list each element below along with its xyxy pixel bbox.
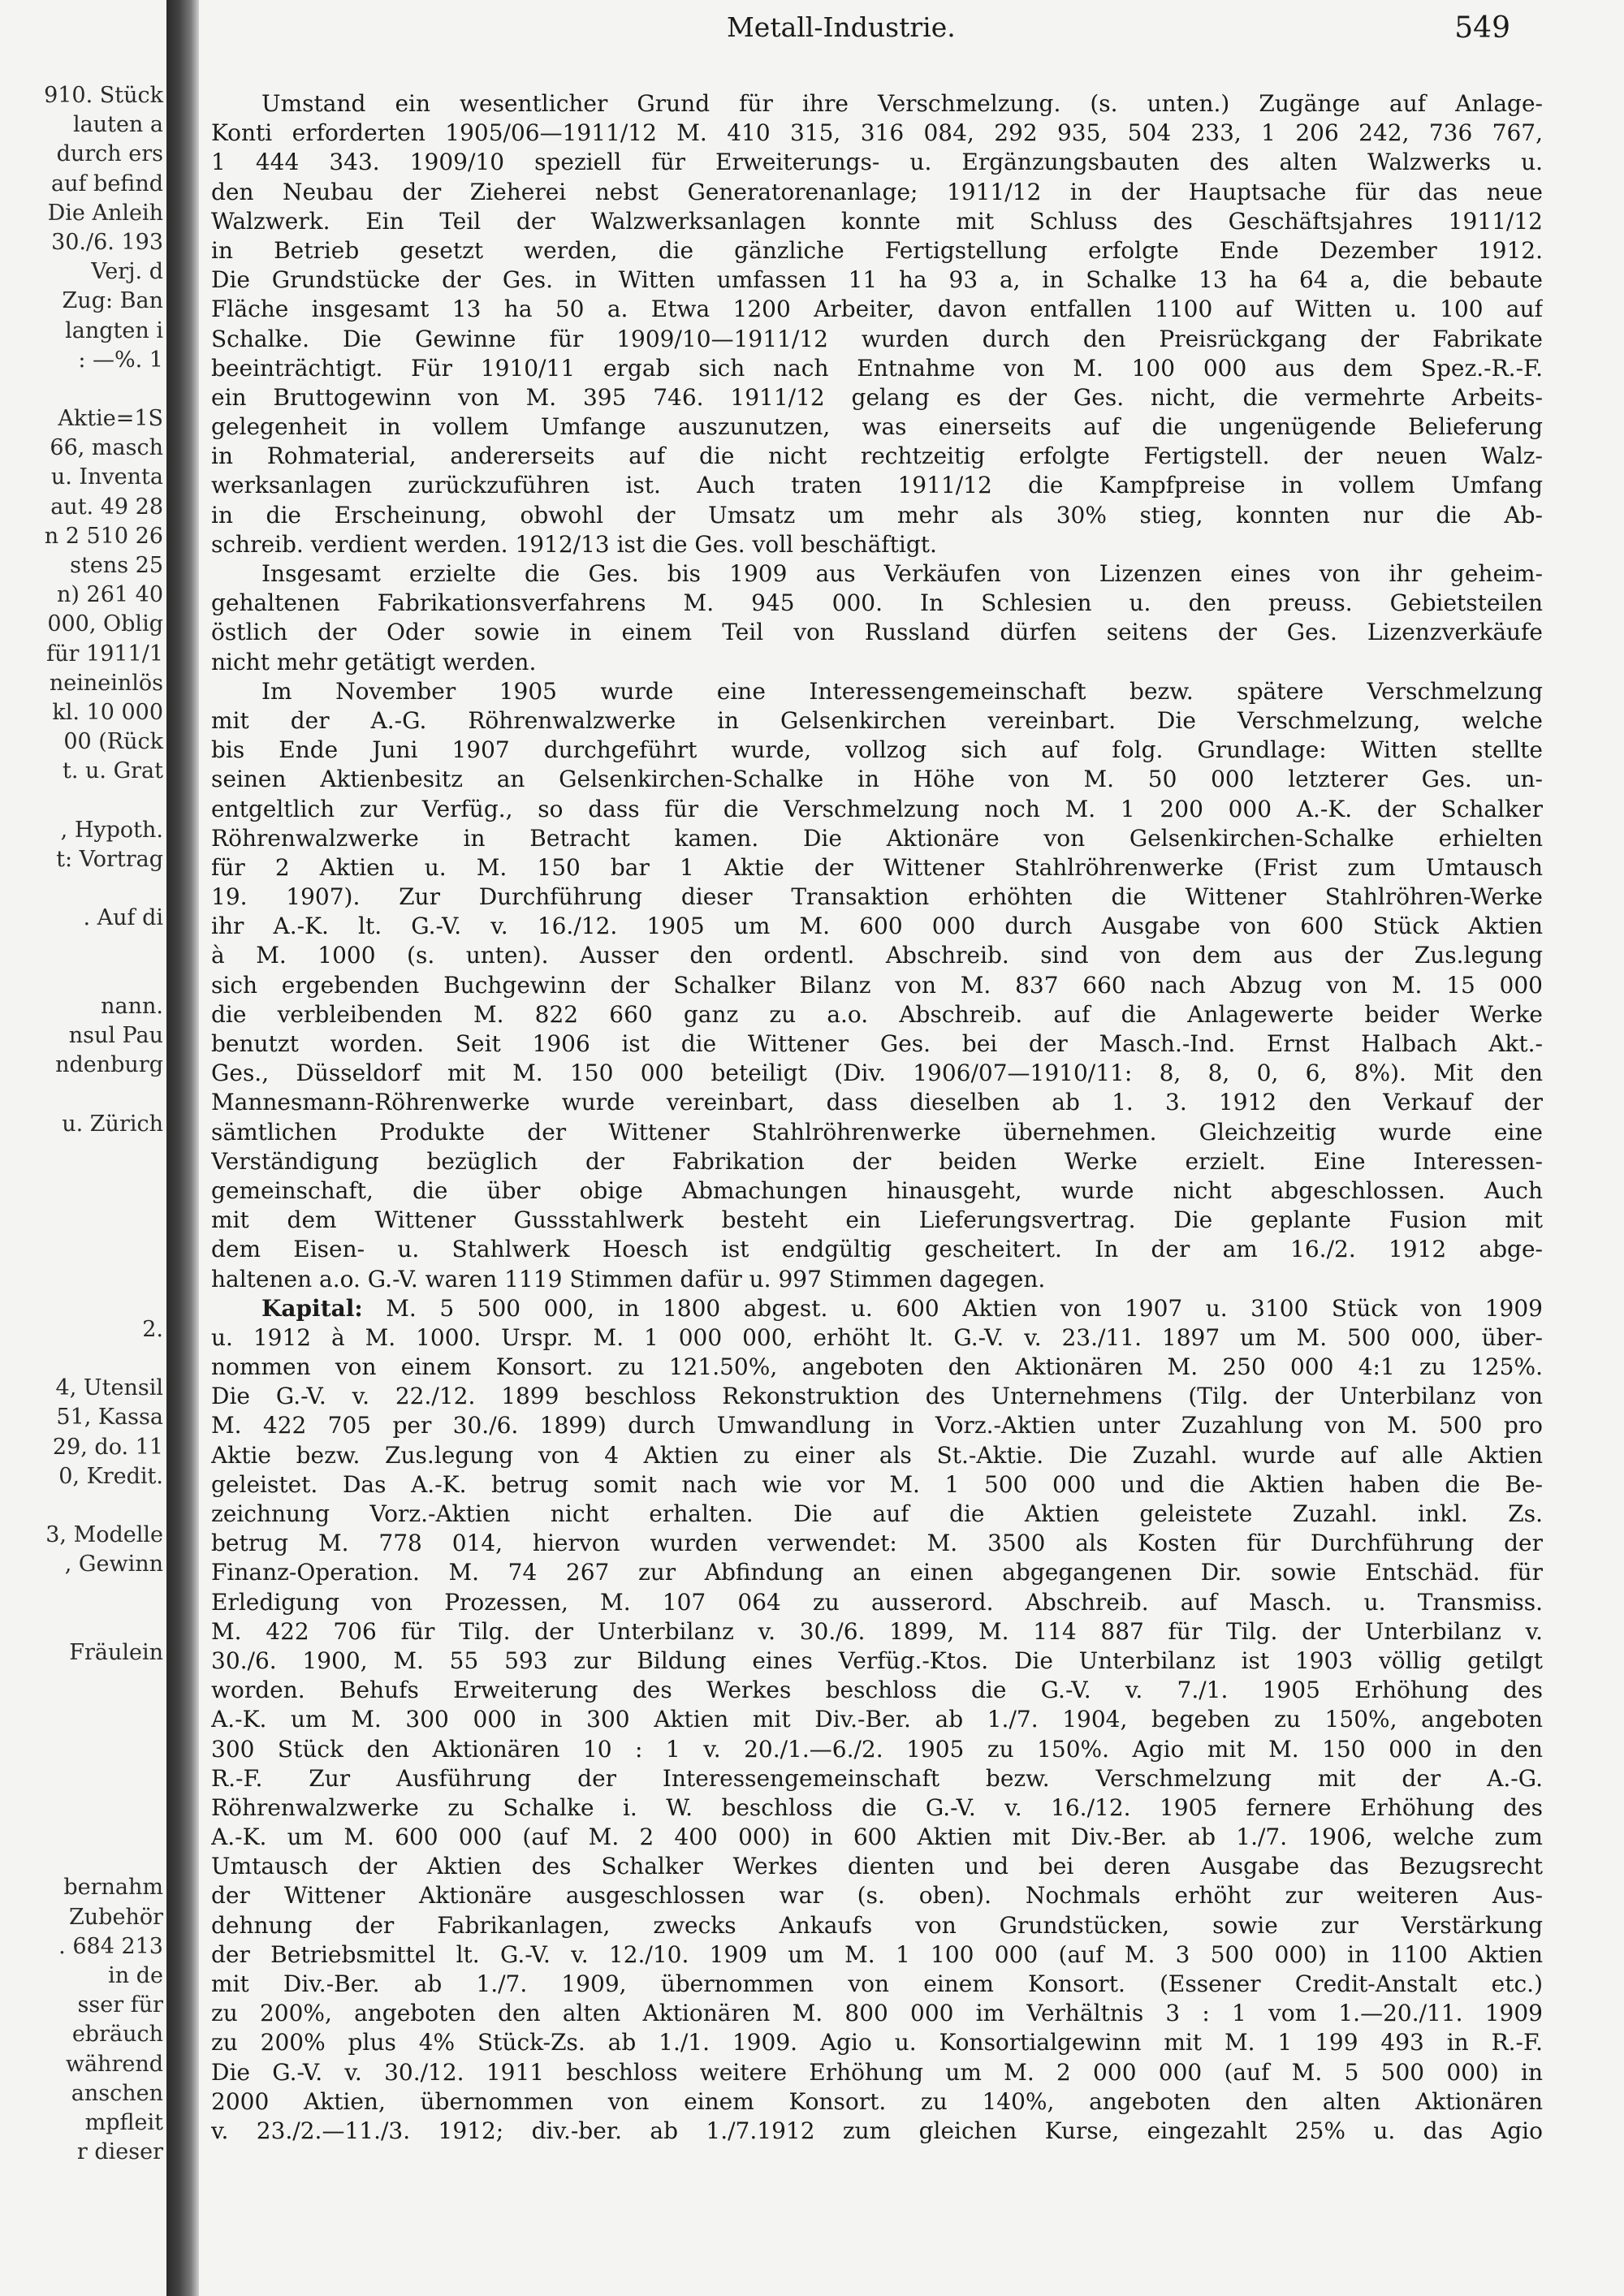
fragment-line: neineinlös (49, 670, 163, 696)
fragment-line (0, 874, 166, 904)
fragment-line: , Hypoth. (60, 817, 163, 843)
fragment-line: 910. Stück (44, 83, 163, 108)
text-line: dehnung der Fabrikanlagen, zwecks Ankaufs von Grundstücken, sowie zur Verstärkung (211, 1911, 1543, 1939)
fragment-line: r dieser (76, 2139, 163, 2165)
text-line: Umstand ein wesentlicher Grund für ihre Verschmelzung. (s. unten.) Zugänge auf Anlage- (261, 90, 1543, 117)
text-line: 2000 Aktien, übernommen von einem Konsort. zu 140%, angeboten den alten Aktionären (211, 2087, 1543, 2115)
text-line: den Neubau der Zieherei nebst Generatorenanlage; 1911/12 in der Hauptsache für das neue (211, 178, 1543, 205)
text-line: worden. Behufs Erweiterung des Werkes beschloss die G.-V. v. 7./1. 1905 Erhöhung des (211, 1677, 1543, 1704)
fragment-line: ebräuch (71, 2022, 163, 2048)
text-line: haltenen a.o. G.-V. waren 1119 Stimmen dafür u. 997 Stimmen dagegen. (211, 1265, 1046, 1293)
text-line: Konti erforderten 1905/06—1911/12 M. 410 315, 316 084, 292 935, 504 233, 1 206 242, 736 767, (211, 119, 1543, 147)
text-line: 1 444 343. 1909/10 speziell für Erweiterungs- u. Ergänzungsbauten des alten Walzwerks u. (211, 149, 1543, 176)
fragment-line: . Auf di (83, 905, 163, 931)
article-text (211, 89, 1543, 2146)
fragment-line: nann. (101, 993, 163, 1019)
fragment-line (0, 1227, 166, 1256)
text-line: Mannesmann-Röhrenwerke wurde vereinbart, dass dieselben ab 1. 3. 1912 den Verkauf der (211, 1089, 1543, 1116)
text-line: Ges., Düsseldorf mit M. 150 000 beteiligt (Div. 1906/07—1910/11: 8, 8, 0, 6, 8%). Mit den (211, 1060, 1543, 1087)
text-line: ihr A.-K. lt. G.-V. v. 16./12. 1905 um M. 600 000 durch Ausgabe von 600 Stück Aktien (211, 913, 1543, 940)
text-line: Walzwerk. Ein Teil der Walzwerksanlagen konnte mit Schluss des Geschäftsjahres 1911/12 (211, 207, 1543, 235)
text-line: Die G.-V. v. 30./12. 1911 beschloss weitere Erhöhung um M. 2 000 000 (auf M. 5 500 000) in (211, 2058, 1543, 2086)
text-line: 300 Stück den Aktionären 10 : 1 v. 20./1.—6./2. 1905 zu 150%. Agio mit M. 150 000 in den (211, 1735, 1543, 1763)
text-line: Finanz-Operation. M. 74 267 zur Abfindung an einen abgegangenen Dir. sowie Entschäd. für (211, 1559, 1543, 1586)
fragment-line: 00 (Rück (63, 729, 163, 755)
fragment-line (0, 1756, 166, 1785)
fragment-line: Verj. d (91, 259, 163, 285)
text-line: A.-K. um M. 600 000 (auf M. 2 400 000) in 600 Aktien mit Div.-Ber. ab 1./7. 1906, welche zum (211, 1823, 1543, 1851)
text-line: mit Div.-Ber. ab 1./7. 1909, übernommen von einem Konsort. (Essener Credit-Anstalt etc.) (211, 1970, 1543, 1997)
fragment-line: n) 261 40 (57, 582, 163, 608)
fragment-line (0, 1286, 166, 1315)
fragment-line (0, 1844, 166, 1873)
text-line: Aktie bezw. Zus.legung von 4 Aktien zu einer als St.-Aktie. Die Zuzahl. wurde auf alle Aktien (211, 1441, 1543, 1469)
fragment-line (0, 1580, 166, 1609)
fragment-line: 51, Kassa (56, 1405, 163, 1431)
text-line: à M. 1000 (s. unten). Ausser den ordentl. Abschreib. sind von dem aus der Zus.legung (211, 942, 1543, 969)
text-line: ein Bruttogewinn von M. 395 746. 1911/12 gelang es der Ges. nicht, die vermehrte Arbeits- (211, 383, 1543, 411)
text-line: M. 422 705 per 30./6. 1899) durch Umwandlung in Vorz.-Aktien unter Zuzahlung von M. 500 pro (211, 1412, 1543, 1439)
text-line: zu 200%, angeboten den alten Aktionären M. 800 000 im Verhältnis 3 : 1 vom 1.—20./11. 1909 (211, 2000, 1543, 2027)
text-line: geleistet. Das A.-K. betrug somit nach wie vor M. 1 500 000 und die Aktien haben die Be- (211, 1470, 1543, 1498)
fragment-line: langten i (65, 317, 163, 343)
fragment-line: anschen (71, 2080, 163, 2106)
fragment-line: für 1911/1 (46, 641, 163, 667)
fragment-line: kl. 10 000 (52, 699, 163, 725)
text-line: der Wittener Aktionäre ausgeschlossen war (s. oben). Nochmals erhöht zur weiteren Aus- (211, 1882, 1543, 1910)
text-line: die verbleibenden M. 822 660 ganz zu a.o. Abschreib. auf die Anlagewerte beider Werke (211, 1000, 1543, 1028)
fragment-line: nsul Pau (68, 1023, 163, 1048)
text-line: Röhrenwalzwerke zu Schalke i. W. beschloss die G.-V. v. 16./12. 1905 fernere Erhöhung des (211, 1793, 1543, 1821)
text-line: werksanlagen zurückzuführen ist. Auch traten 1911/12 die Kampfpreise in vollem Umfang (211, 472, 1543, 499)
fragment-line (0, 375, 166, 404)
text-line: betrug M. 778 014, hiervon wurden verwendet: M. 3500 als Kosten für Durchführung der (211, 1530, 1543, 1557)
fragment-line: 30./6. 193 (51, 229, 163, 255)
text-line: benutzt worden. Seit 1906 ist die Wittener Ges. bei der Masch.-Ind. Ernst Halbach Akt.- (211, 1030, 1543, 1057)
fragment-line: aut. 49 28 (50, 494, 163, 520)
paragraph (211, 1294, 1543, 2146)
fragment-line (0, 1668, 166, 1697)
fragment-line: sser für (77, 1992, 163, 2018)
fragment-line: u. Inventa (50, 464, 163, 490)
text-line: nommen von einem Konsort. zu 121.50%, angeboten den Aktionären M. 250 000 4:1 zu 125%. (211, 1353, 1543, 1381)
text-line (211, 1294, 1543, 1323)
fragment-line (0, 1609, 166, 1638)
text-line: R.-F. Zur Ausführung der Interessengemeinschaft bezw. Verschmelzung mit der A.-G. (211, 1764, 1543, 1792)
previous-page-fragment (0, 81, 166, 2290)
text-line: sich ergebenden Buchgewinn der Schalker Bilanz von M. 837 660 nach Abzug von M. 15 000 (211, 971, 1543, 999)
fragment-line (0, 1080, 166, 1109)
fragment-line: 0, Kredit. (58, 1463, 163, 1489)
fragment-line: Fräulein (69, 1639, 163, 1665)
text-line: zeichnung Vorz.-Aktien nicht erhalten. Die auf die Aktien geleistete Zuzahl. inkl. Zs. (211, 1500, 1543, 1527)
text-line: gemeinschaft, die über obige Abmachungen hinausgeht, wurde nicht abgeschlossen. Auch (211, 1176, 1543, 1204)
text-line: Umtausch der Aktien des Schalker Werkes dienten und bei deren Ausgabe das Bezugsrecht (211, 1853, 1543, 1880)
text-line: beeinträchtigt. Für 1910/11 ergab sich nach Entnahme von M. 100 000 aus dem Spez.-R.-F. (211, 354, 1543, 382)
text-line: Im November 1905 wurde eine Interessengemeinschaft bezw. spätere Verschmelzung (261, 677, 1543, 705)
text-span: M. 5 500 000, in 1800 abgest. u. 600 Aktien von 1907 u. 3100 Stück von 1909 (386, 1294, 1543, 1322)
fragment-line: ndenburg (55, 1052, 163, 1078)
paragraph (211, 89, 1543, 559)
text-line: Insgesamt erzielte die Ges. bis 1909 aus Verkäufen von Lizenzen eines von ihr geheim- (261, 560, 1543, 587)
text-line: zu 200% plus 4% Stück-Zs. ab 1./1. 1909. Agio u. Konsortialgewinn mit M. 1 199 493 in R.-F. (211, 2029, 1543, 2056)
fragment-line: auf befind (50, 170, 163, 196)
fragment-line: 29, do. 11 (52, 1434, 163, 1460)
fragment-line: Aktie=1S (58, 406, 163, 432)
text-line: entgeltlich zur Verfüg., so dass für die Verschmelzung noch M. 1 200 000 A.-K. der Schalker (211, 795, 1543, 822)
text-line: 19. 1907). Zur Durchführung dieser Transaktion erhöhten die Wittener Stahlröhren-Werke (211, 883, 1543, 911)
page-number: 549 (1454, 11, 1510, 45)
fragment-line: , Gewinn (64, 1552, 163, 1577)
text-line: A.-K. um M. 300 000 in 300 Aktien mit Div.-Ber. ab 1./7. 1904, begeben zu 150%, angeboten (211, 1706, 1543, 1733)
fragment-line: 2. (142, 1316, 163, 1342)
text-line: schreib. verdient werden. 1912/13 ist die Ges. voll beschäftigt. (211, 530, 937, 558)
fragment-line: mpfleit (84, 2109, 163, 2135)
text-line: seinen Aktienbesitz an Gelsenkirchen-Schalke in Höhe von M. 50 000 letzterer Ges. un- (211, 766, 1543, 793)
text-line: u. 1912 à M. 1000. Urspr. M. 1 000 000, erhöht lt. G.-V. v. 23./11. 1897 um M. 500 000, über- (211, 1323, 1543, 1351)
fragment-line: lauten a (72, 112, 163, 138)
fragment-line: . 684 213 (58, 1933, 163, 1959)
text-line: dem Eisen- u. Stahlwerk Hoesch ist endgültig gescheitert. In der am 16./2. 1912 abge- (211, 1236, 1543, 1263)
fragment-line (0, 963, 166, 992)
text-line: gelegenheit in vollem Umfange auszunutzen, was einerseits auf die ungenügende Belieferung (211, 413, 1543, 441)
text-line: Röhrenwalzwerke in Betracht kamen. Die Aktionäre von Gelsenkirchen-Schalke erhielten (211, 824, 1543, 852)
fragment-line: in de (108, 1963, 163, 1988)
fragment-line (0, 1697, 166, 1726)
text-line: Die G.-V. v. 22./12. 1899 beschloss Rekonstruktion des Unternehmens (Tilg. der Unterbilanz von (211, 1383, 1543, 1410)
text-line: für 2 Aktien u. M. 150 bar 1 Aktie der Wittener Stahlröhrenwerke (Frist zum Umtausch (211, 853, 1543, 881)
fragment-line (0, 1344, 166, 1374)
fragment-line: t. u. Grat (63, 758, 163, 784)
fragment-line (0, 1168, 166, 1198)
text-line: gehaltenen Fabrikationsverfahrens M. 945 000. In Schlesien u. den preuss. Gebietsteilen (211, 589, 1543, 617)
text-line: nicht mehr getätigt werden. (211, 648, 537, 675)
fragment-line: Zug: Ban (62, 288, 163, 314)
fragment-line (0, 1785, 166, 1815)
page-header (211, 11, 1510, 47)
fragment-line: 3, Modelle (45, 1522, 163, 1548)
fragment-line (0, 933, 166, 962)
fragment-line (0, 1491, 166, 1521)
fragment-line: n 2 510 26 (44, 523, 163, 549)
fragment-line (0, 1815, 166, 1844)
fragment-line (0, 787, 166, 816)
fragment-line (0, 1139, 166, 1168)
text-line: Schalke. Die Gewinne für 1909/10—1911/12 wurden durch den Preisrückgang der Fabrikate (211, 325, 1543, 352)
text-line: mit dem Wittener Gussstahlwerk besteht ein Lieferungsvertrag. Die geplante Fusion mit (211, 1206, 1543, 1234)
fragment-line: bernahm (63, 1875, 163, 1901)
fragment-line: 66, masch (50, 435, 163, 461)
text-line: 30./6. 1900, M. 55 593 zur Bildung eines Verfüg.-Ktos. Die Unterbilanz ist 1903 völlig getilgt (211, 1646, 1543, 1674)
text-line: östlich der Oder sowie in einem Teil von Russland dürfen seitens der Ges. Lizenzverkäufe (211, 619, 1543, 646)
text-line: der Betriebsmittel lt. G.-V. v. 12./10. 1909 um M. 1 100 000 (auf M. 3 500 000) in 1100 Aktien (211, 1940, 1543, 1968)
fragment-line: durch ers (56, 141, 163, 167)
section-label: Kapital: (261, 1294, 363, 1322)
text-line: in Betrieb gesetzt werden, die gänzliche Fertigstellung erfolgte Ende Dezember 1912. (211, 236, 1543, 264)
text-line: M. 422 706 für Tilg. der Unterbilanz v. 30./6. 1899, M. 114 887 für Tilg. der Unterbilanz v. (211, 1617, 1543, 1645)
fragment-line: 000, Oblig (47, 611, 163, 637)
fragment-line: t: Vortrag (56, 846, 163, 872)
text-line: v. 23./2.—11./3. 1912; div.-ber. ab 1./7.1912 zum gleichen Kurse, eingezahlt 25% u. das Agio (211, 2117, 1543, 2144)
paragraph (211, 677, 1543, 1294)
text-line: bis Ende Juni 1907 durchgeführt wurde, vollzog sich auf folg. Grundlage: Witten stellte (211, 736, 1543, 764)
text-line: Die Grundstücke der Ges. in Witten umfassen 11 ha 93 a, in Schalke 13 ha 64 a, die bebaute (211, 266, 1543, 294)
text-line: sämtlichen Produkte der Wittener Stahlröhrenwerke übernehmen. Gleichzeitig wurde eine (211, 1118, 1543, 1146)
binding-gutter (166, 0, 199, 2296)
text-line: in die Erscheinung, obwohl der Umsatz um mehr als 30% stieg, konnten nur die Ab- (211, 501, 1543, 529)
fragment-line (0, 1727, 166, 1756)
fragment-line: u. Zürich (62, 1111, 163, 1137)
text-line: mit der A.-G. Röhrenwalzwerke in Gelsenkirchen vereinbart. Die Verschmelzung, welche (211, 706, 1543, 734)
text-line: in Rohmaterial, andererseits auf die nicht rechtzeitig erfolgte Fertigstell. der neuen Walz- (211, 442, 1543, 470)
text-line: Fläche insgesamt 13 ha 50 a. Etwa 1200 Arbeiter, davon entfallen 1100 auf Witten u. 100 auf (211, 296, 1543, 323)
fragment-line: Zubehör (69, 1904, 163, 1930)
fragment-line: stens 25 (70, 553, 163, 578)
fragment-line (0, 1198, 166, 1227)
fragment-line: Die Anleih (47, 200, 163, 226)
text-line: Verständigung bezüglich der Fabrikation der beiden Werke erzielt. Eine Interessen- (211, 1147, 1543, 1175)
fragment-line: während (65, 2051, 163, 2077)
running-title: Metall-Industrie. (727, 11, 956, 43)
fragment-line: 4, Utensil (55, 1375, 163, 1401)
paragraph (211, 559, 1543, 677)
fragment-line: : —%. 1 (78, 347, 163, 373)
fragment-line (0, 1257, 166, 1286)
text-line: Erledigung von Prozessen, M. 107 064 zu ausserord. Abschreib. auf Masch. u. Transmiss. (211, 1588, 1543, 1616)
